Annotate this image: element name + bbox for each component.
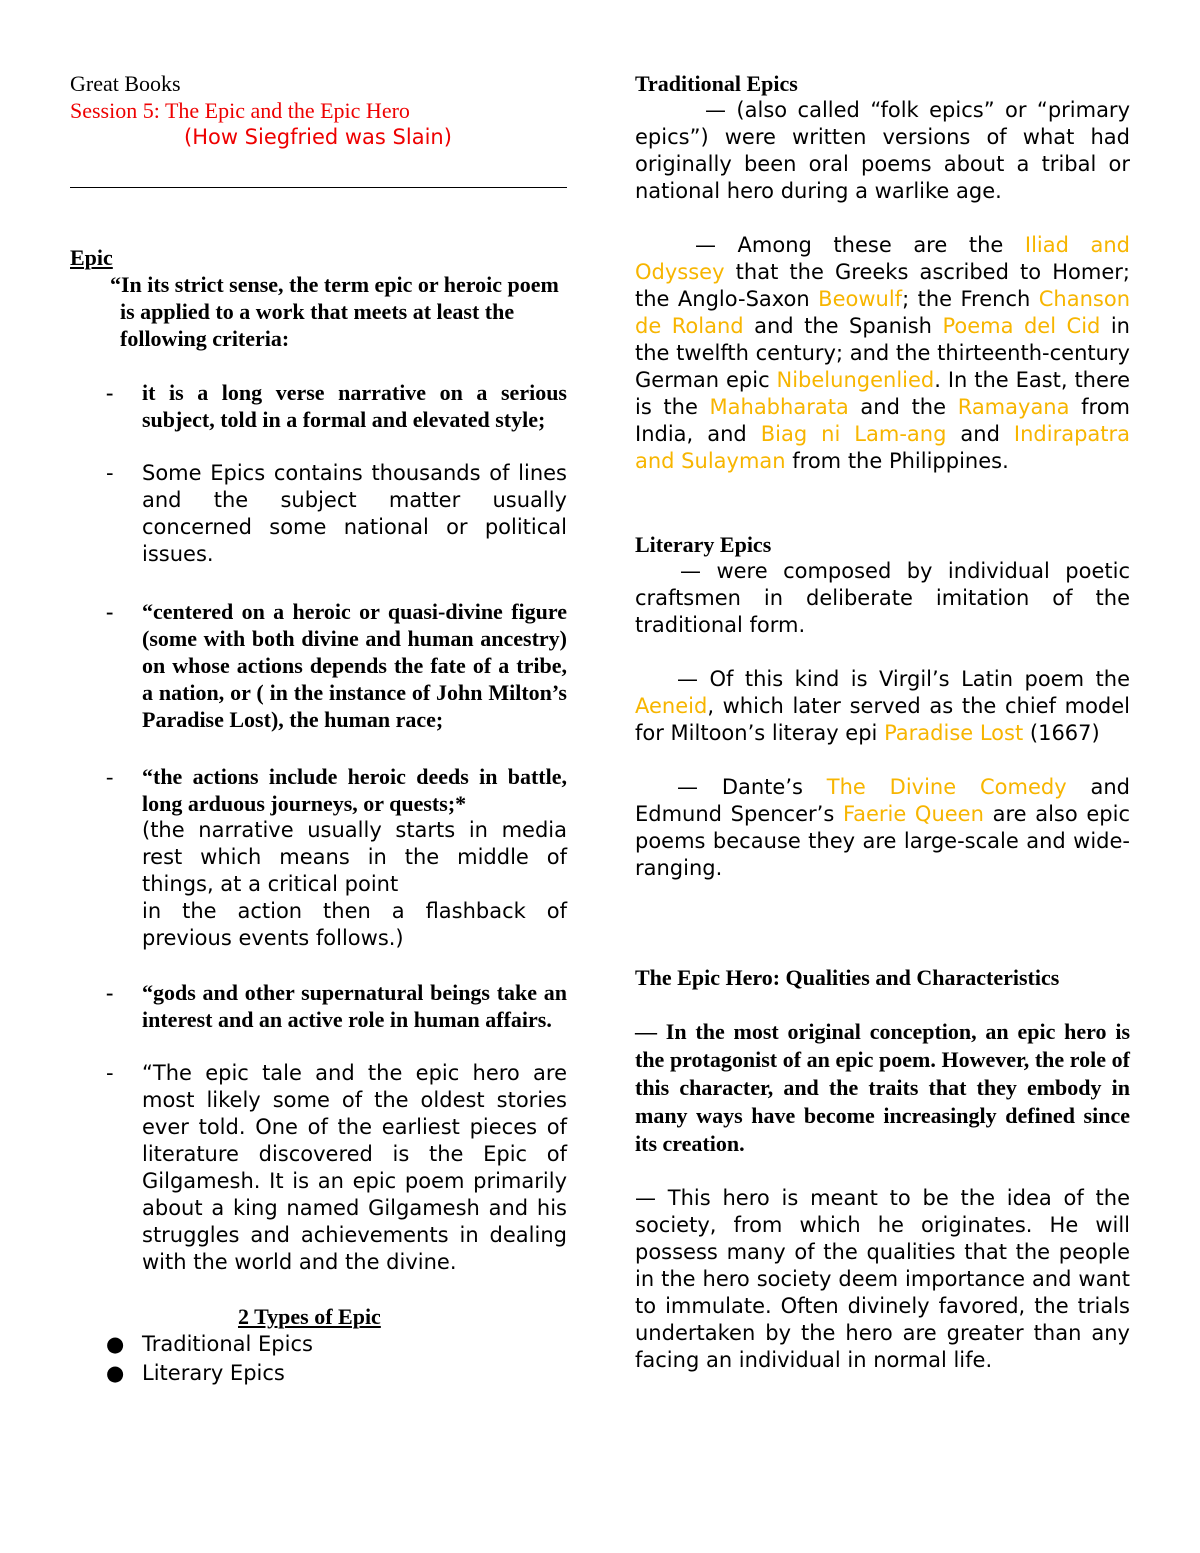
text-run: — Of this kind is Virgil’s Latin poem the xyxy=(677,667,1130,691)
dash-bullet: - xyxy=(106,380,114,405)
traditional-definition: — (also called “folk epics” or “primary epics”) were written versions of what had originally been oral poems about a tribal or national hero during a warlike age. xyxy=(635,98,1130,203)
text-run: in the twelfth century; and the thirteenth-century German epic xyxy=(635,314,1130,392)
text-run: from the Philippines. xyxy=(785,449,1009,473)
types-list-item xyxy=(70,1330,567,1359)
criteria-item xyxy=(70,1060,567,1276)
criteria-text: “The epic tale and the epic hero are most likely some of the oldest stories ever told. One of the earliest pieces of literature discovered is the Epic of Gilgamesh. It is an epic poem primarily about a king named Gilgamesh and his struggles and achievements in dealing with the world and the divine. xyxy=(142,1061,567,1274)
criteria-text: “gods and other supernatural beings take an interest and an active role in human affairs. xyxy=(142,980,567,1032)
epic-title: Iliad and Odyssey xyxy=(635,233,1131,284)
course-title: Great Books xyxy=(70,71,181,96)
text-run: that the Greeks ascribed to Homer; the Anglo-Saxon xyxy=(635,260,1130,311)
types-item-label: Traditional Epics xyxy=(142,1332,313,1356)
epic-heading: Epic xyxy=(70,245,113,270)
text-run: and the Spanish xyxy=(743,314,943,338)
epic-title: Ramayana xyxy=(957,395,1070,419)
types-heading: 2 Types of Epic xyxy=(238,1304,381,1329)
text-run: — Dante’s xyxy=(677,775,827,799)
literary-example-dante xyxy=(635,774,1130,882)
epic-title: The Divine Comedy xyxy=(826,775,1067,799)
literary-heading: Literary Epics xyxy=(635,532,772,557)
bullet-dot-icon: ● xyxy=(106,1332,125,1356)
criteria-item xyxy=(70,763,567,952)
text-run: ; the French xyxy=(902,287,1039,311)
criteria-text: Some Epics contains thousands of lines and the subject matter usually concerned some national or political issues. xyxy=(142,461,567,566)
hero-description: — This hero is meant to be the idea of the society, from which he originates. He will possess many of the qualities that the people in the hero society deem importance and want to immulate. Often divinely favored, the trials undertaken by the hero are greater than any facing an individual in normal life. xyxy=(635,1186,1130,1372)
criteria-item xyxy=(70,979,567,1033)
criteria-item xyxy=(70,598,567,733)
hero-heading: The Epic Hero: Qualities and Characteristics xyxy=(635,965,1060,990)
literary-definition: — were composed by individual poetic craftsmen in deliberate imitation of the traditional form. xyxy=(635,559,1130,637)
text-run: . In the East, there is the xyxy=(635,368,1131,419)
epic-title: Aeneid xyxy=(635,694,708,718)
dash-bullet: - xyxy=(106,461,114,485)
dash-bullet: - xyxy=(106,980,114,1005)
text-run: and Edmund Spencer’s xyxy=(635,775,1130,826)
epic-title: Biag ni Lam-ang xyxy=(760,422,947,446)
criteria-text: “the actions include heroic deeds in battle, long arduous journeys, or quests;* xyxy=(142,764,567,816)
epic-title: Poema del Cid xyxy=(942,314,1101,338)
left-column xyxy=(70,70,567,1388)
epic-title: Paradise Lost xyxy=(884,721,1024,745)
text-run: and xyxy=(946,422,1014,446)
criteria-note: in the action then a flashback of previous events follows.) xyxy=(142,899,567,950)
text-run: from India, and xyxy=(635,395,1131,446)
epic-title: Indirapatra and Sulayman xyxy=(635,422,1131,473)
epic-title: Nibelungenlied xyxy=(776,368,935,392)
hero-definition: — In the most original conception, an epic hero is the protagonist of an epic poem. However, the role of this character, and the traits that they embody in many ways have become increasingly defined since its creation. xyxy=(635,1019,1130,1156)
right-column xyxy=(635,70,1130,1374)
text-run: , which later served as the chief model for Miltoon’s literay epi xyxy=(635,694,1130,745)
traditional-examples xyxy=(635,232,1130,475)
criteria-text: it is a long verse narrative on a serious subject, told in a formal and elevated style; xyxy=(142,380,567,432)
text-run: (1667) xyxy=(1023,721,1100,745)
text-run: — Among these are the xyxy=(695,233,1025,257)
types-list-item xyxy=(70,1359,567,1388)
traditional-heading: Traditional Epics xyxy=(635,71,798,96)
epic-title: Chanson de Roland xyxy=(635,287,1131,338)
types-item-label: Literary Epics xyxy=(142,1361,285,1385)
dash-bullet: - xyxy=(106,1061,114,1085)
header-divider xyxy=(70,187,567,188)
epic-title: Beowulf xyxy=(818,287,903,311)
epic-title: Faerie Queen xyxy=(842,802,984,826)
session-subtitle: (How Siegfried was Slain) xyxy=(184,125,452,149)
criteria-item xyxy=(70,379,567,433)
bullet-dot-icon: ● xyxy=(106,1361,125,1385)
epic-title: Mahabharata xyxy=(709,395,849,419)
epic-intro: “In its strict sense, the term epic or heroic poem is applied to a work that meets at least the following criteria: xyxy=(110,272,559,351)
text-run: and the xyxy=(848,395,958,419)
text-run: are also epic poems because they are large-scale and wide-ranging. xyxy=(635,802,1130,880)
session-title: Session 5: The Epic and the Epic Hero xyxy=(70,98,410,123)
criteria-item xyxy=(70,460,567,568)
dash-bullet: - xyxy=(106,764,114,789)
literary-example-virgil xyxy=(635,666,1130,747)
criteria-text: “centered on a heroic or quasi-divine figure (some with both divine and human ancestry) on whose actions depends the fate of a tribe, a nation, or ( in the instance of John Milton’s Paradise Lost), the human race; xyxy=(142,599,567,732)
criteria-note: (the narrative usually starts in media rest which means in the middle of things, at a critical point xyxy=(142,818,567,896)
dash-bullet: - xyxy=(106,599,114,624)
